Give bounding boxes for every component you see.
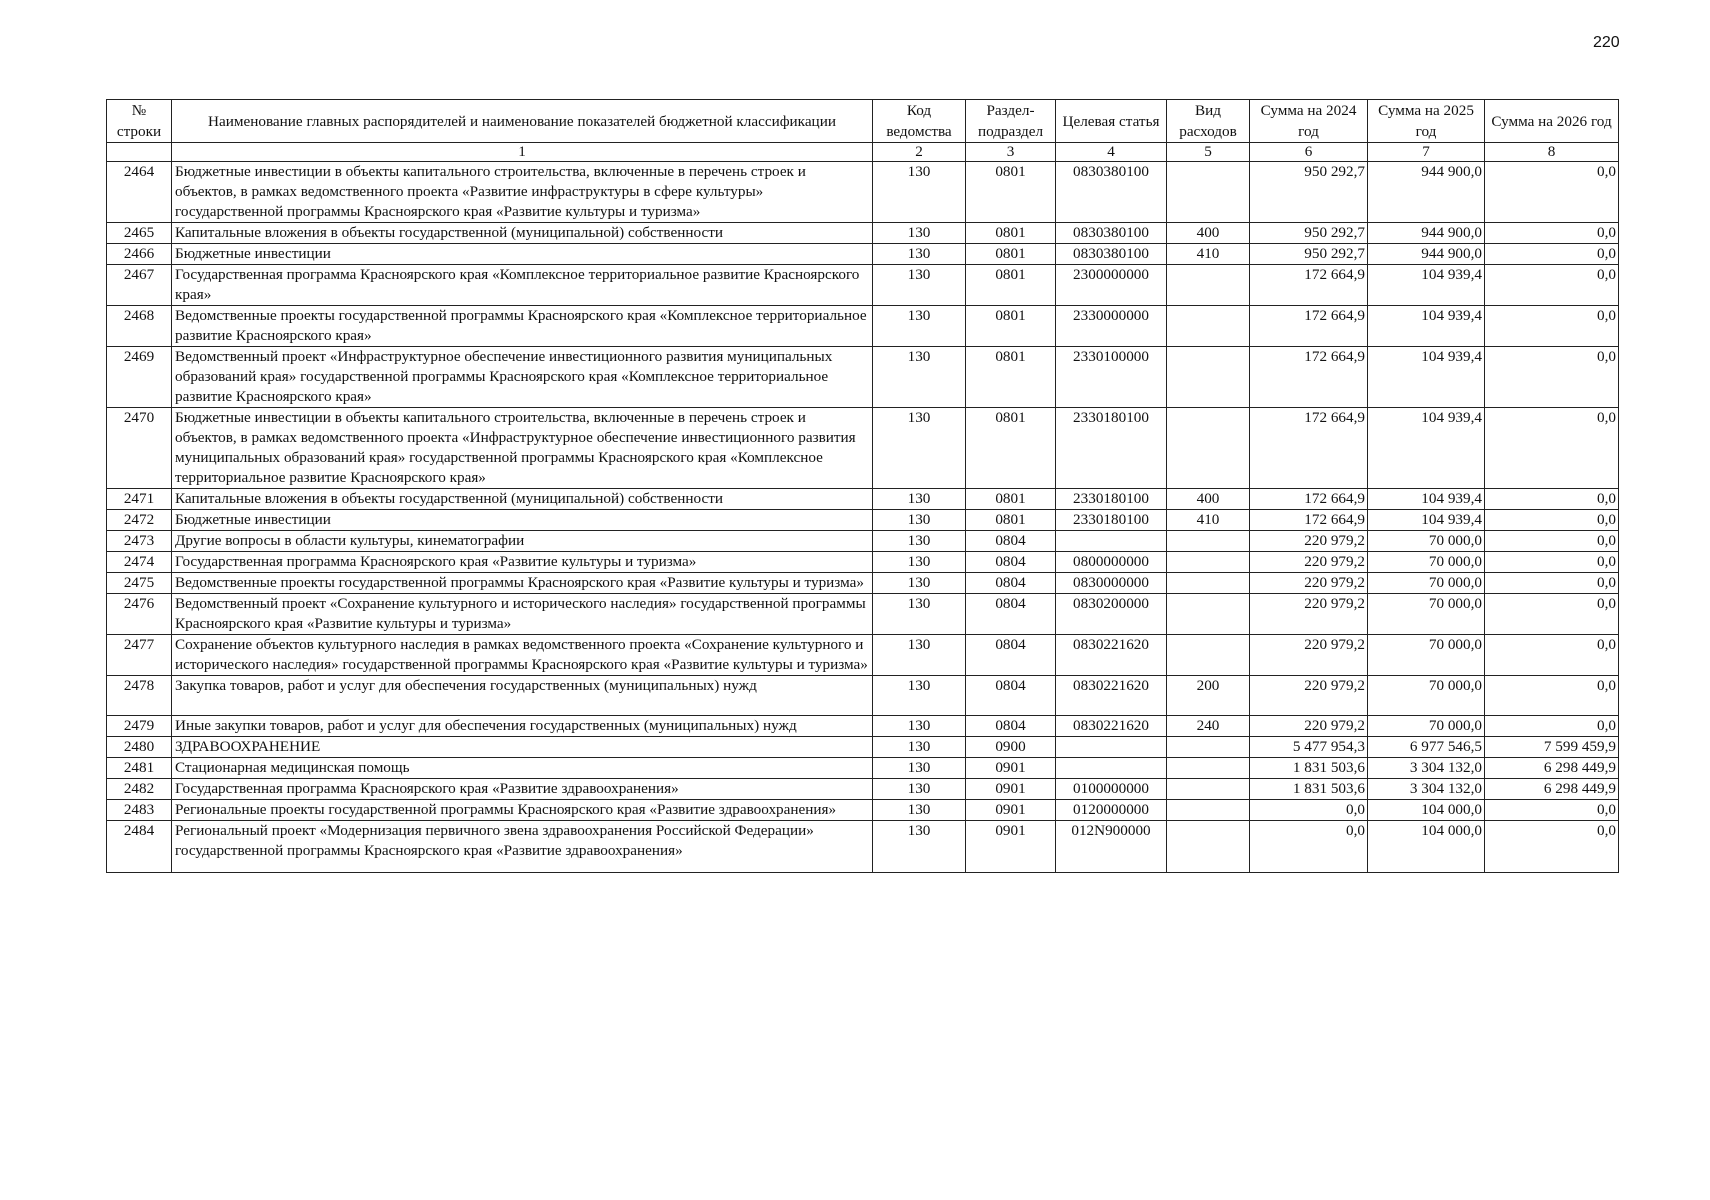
sum-2024-cell: 5 477 954,3 bbox=[1250, 737, 1368, 758]
target-article-cell: 0830380100 bbox=[1056, 244, 1167, 265]
expense-type-cell: 410 bbox=[1167, 510, 1250, 531]
table-row bbox=[107, 244, 1619, 265]
target-article-cell: 2330180100 bbox=[1056, 510, 1167, 531]
section-cell: 0901 bbox=[966, 779, 1056, 800]
sum-2026-cell: 0,0 bbox=[1485, 635, 1619, 676]
row-name-cell: Государственная программа Красноярского края «Развитие культуры и туризма» bbox=[172, 552, 873, 573]
section-cell: 0801 bbox=[966, 265, 1056, 306]
expense-type-cell: 400 bbox=[1167, 223, 1250, 244]
sum-2025-cell: 104 000,0 bbox=[1368, 800, 1485, 821]
row-name-cell: Капитальные вложения в объекты государственной (муниципальной) собственности bbox=[172, 223, 873, 244]
department-code-cell: 130 bbox=[873, 162, 966, 223]
column-index bbox=[107, 143, 172, 162]
department-code-cell: 130 bbox=[873, 223, 966, 244]
expense-type-cell bbox=[1167, 347, 1250, 408]
table-row bbox=[107, 821, 1619, 873]
department-code-cell: 130 bbox=[873, 510, 966, 531]
sum-2025-cell: 104 939,4 bbox=[1368, 265, 1485, 306]
row-number-cell: 2481 bbox=[107, 758, 172, 779]
row-number-cell: 2473 bbox=[107, 531, 172, 552]
row-number-cell: 2476 bbox=[107, 594, 172, 635]
sum-2026-cell: 0,0 bbox=[1485, 594, 1619, 635]
department-code-cell: 130 bbox=[873, 821, 966, 873]
sum-2026-cell: 6 298 449,9 bbox=[1485, 758, 1619, 779]
row-number-cell: 2479 bbox=[107, 716, 172, 737]
row-name-cell: Региональные проекты государственной программы Красноярского края «Развитие здравоохранения» bbox=[172, 800, 873, 821]
target-article-cell: 0800000000 bbox=[1056, 552, 1167, 573]
table-row bbox=[107, 489, 1619, 510]
budget-table bbox=[106, 99, 1619, 873]
sum-2024-cell: 172 664,9 bbox=[1250, 265, 1368, 306]
expense-type-cell: 240 bbox=[1167, 716, 1250, 737]
sum-2024-cell: 950 292,7 bbox=[1250, 244, 1368, 265]
row-name-cell: Бюджетные инвестиции в объекты капитального строительства, включенные в перечень строек и объектов, в рамках ведомственного проекта «Инфраструктурное обеспечение инвестиционного развития муниципальных образований края» государственной программы Красноярского края «Комплексное территориальное развитие Красноярского края» bbox=[172, 408, 873, 489]
row-number-cell: 2472 bbox=[107, 510, 172, 531]
target-article-cell: 2330100000 bbox=[1056, 347, 1167, 408]
expense-type-cell bbox=[1167, 531, 1250, 552]
section-cell: 0804 bbox=[966, 573, 1056, 594]
page-number: 220 bbox=[1593, 34, 1620, 51]
sum-2024-cell: 220 979,2 bbox=[1250, 676, 1368, 716]
sum-2024-cell: 172 664,9 bbox=[1250, 510, 1368, 531]
department-code-cell: 130 bbox=[873, 408, 966, 489]
row-number-cell: 2469 bbox=[107, 347, 172, 408]
sum-2025-cell: 104 000,0 bbox=[1368, 821, 1485, 873]
table-row bbox=[107, 510, 1619, 531]
expense-type-cell: 400 bbox=[1167, 489, 1250, 510]
section-cell: 0804 bbox=[966, 552, 1056, 573]
expense-type-cell bbox=[1167, 265, 1250, 306]
row-number-cell: 2484 bbox=[107, 821, 172, 873]
sum-2026-cell: 7 599 459,9 bbox=[1485, 737, 1619, 758]
target-article-cell: 0830221620 bbox=[1056, 635, 1167, 676]
department-code-cell: 130 bbox=[873, 758, 966, 779]
sum-2026-cell: 0,0 bbox=[1485, 573, 1619, 594]
sum-2025-cell: 70 000,0 bbox=[1368, 594, 1485, 635]
row-number-cell: 2483 bbox=[107, 800, 172, 821]
section-cell: 0801 bbox=[966, 162, 1056, 223]
table-row bbox=[107, 594, 1619, 635]
sum-2025-cell: 70 000,0 bbox=[1368, 716, 1485, 737]
department-code-cell: 130 bbox=[873, 716, 966, 737]
expense-type-cell bbox=[1167, 779, 1250, 800]
header-sum-2025: Сумма на 2025 год bbox=[1368, 100, 1485, 143]
sum-2024-cell: 172 664,9 bbox=[1250, 408, 1368, 489]
section-cell: 0804 bbox=[966, 676, 1056, 716]
row-number-cell: 2474 bbox=[107, 552, 172, 573]
table-row bbox=[107, 758, 1619, 779]
department-code-cell: 130 bbox=[873, 489, 966, 510]
column-index: 1 bbox=[172, 143, 873, 162]
target-article-cell: 0830221620 bbox=[1056, 676, 1167, 716]
row-name-cell: Региональный проект «Модернизация первичного звена здравоохранения Российской Федерации» государственной программы Красноярского края «Развитие здравоохранения» bbox=[172, 821, 873, 873]
expense-type-cell bbox=[1167, 800, 1250, 821]
expense-type-cell: 200 bbox=[1167, 676, 1250, 716]
section-cell: 0901 bbox=[966, 800, 1056, 821]
target-article-cell: 0100000000 bbox=[1056, 779, 1167, 800]
sum-2024-cell: 172 664,9 bbox=[1250, 489, 1368, 510]
table-row bbox=[107, 347, 1619, 408]
sum-2026-cell: 0,0 bbox=[1485, 800, 1619, 821]
section-cell: 0901 bbox=[966, 758, 1056, 779]
row-number-cell: 2470 bbox=[107, 408, 172, 489]
department-code-cell: 130 bbox=[873, 531, 966, 552]
sum-2024-cell: 950 292,7 bbox=[1250, 162, 1368, 223]
sum-2025-cell: 944 900,0 bbox=[1368, 162, 1485, 223]
section-cell: 0801 bbox=[966, 306, 1056, 347]
sum-2026-cell: 0,0 bbox=[1485, 510, 1619, 531]
section-cell: 0801 bbox=[966, 244, 1056, 265]
row-number-cell: 2477 bbox=[107, 635, 172, 676]
row-name-cell: Ведомственный проект «Сохранение культурного и исторического наследия» государственной программы Красноярского края «Развитие культуры и туризма» bbox=[172, 594, 873, 635]
section-cell: 0901 bbox=[966, 821, 1056, 873]
column-index: 5 bbox=[1167, 143, 1250, 162]
department-code-cell: 130 bbox=[873, 800, 966, 821]
row-number-cell: 2466 bbox=[107, 244, 172, 265]
table-row bbox=[107, 162, 1619, 223]
row-number-cell: 2482 bbox=[107, 779, 172, 800]
expense-type-cell bbox=[1167, 573, 1250, 594]
table-row bbox=[107, 573, 1619, 594]
header-sum-2024: Сумма на 2024 год bbox=[1250, 100, 1368, 143]
table-row bbox=[107, 676, 1619, 716]
sum-2026-cell: 0,0 bbox=[1485, 265, 1619, 306]
header-target-article: Целевая статья bbox=[1056, 100, 1167, 143]
target-article-cell bbox=[1056, 758, 1167, 779]
expense-type-cell bbox=[1167, 162, 1250, 223]
sum-2025-cell: 944 900,0 bbox=[1368, 223, 1485, 244]
table-row bbox=[107, 635, 1619, 676]
sum-2024-cell: 1 831 503,6 bbox=[1250, 758, 1368, 779]
sum-2025-cell: 104 939,4 bbox=[1368, 408, 1485, 489]
row-name-cell: Государственная программа Красноярского края «Развитие здравоохранения» bbox=[172, 779, 873, 800]
expense-type-cell bbox=[1167, 821, 1250, 873]
sum-2026-cell: 0,0 bbox=[1485, 162, 1619, 223]
sum-2024-cell: 172 664,9 bbox=[1250, 306, 1368, 347]
row-name-cell: Ведомственные проекты государственной программы Красноярского края «Развитие культуры и туризма» bbox=[172, 573, 873, 594]
target-article-cell: 0830200000 bbox=[1056, 594, 1167, 635]
table-row bbox=[107, 716, 1619, 737]
row-name-cell: Бюджетные инвестиции bbox=[172, 244, 873, 265]
sum-2026-cell: 0,0 bbox=[1485, 408, 1619, 489]
row-name-cell: Иные закупки товаров, работ и услуг для обеспечения государственных (муниципальных) нужд bbox=[172, 716, 873, 737]
section-cell: 0801 bbox=[966, 510, 1056, 531]
department-code-cell: 130 bbox=[873, 594, 966, 635]
table-row bbox=[107, 737, 1619, 758]
sum-2024-cell: 0,0 bbox=[1250, 800, 1368, 821]
sum-2026-cell: 0,0 bbox=[1485, 489, 1619, 510]
expense-type-cell bbox=[1167, 758, 1250, 779]
target-article-cell: 0830380100 bbox=[1056, 162, 1167, 223]
target-article-cell: 0830380100 bbox=[1056, 223, 1167, 244]
row-name-cell: Стационарная медицинская помощь bbox=[172, 758, 873, 779]
target-article-cell: 0830221620 bbox=[1056, 716, 1167, 737]
table-row bbox=[107, 779, 1619, 800]
department-code-cell: 130 bbox=[873, 265, 966, 306]
column-index: 7 bbox=[1368, 143, 1485, 162]
header-department-code: Код ведомства bbox=[873, 100, 966, 143]
row-number-cell: 2480 bbox=[107, 737, 172, 758]
row-number-cell: 2475 bbox=[107, 573, 172, 594]
row-name-cell: Бюджетные инвестиции bbox=[172, 510, 873, 531]
sum-2025-cell: 104 939,4 bbox=[1368, 347, 1485, 408]
column-index: 6 bbox=[1250, 143, 1368, 162]
sum-2024-cell: 220 979,2 bbox=[1250, 594, 1368, 635]
expense-type-cell bbox=[1167, 408, 1250, 489]
department-code-cell: 130 bbox=[873, 676, 966, 716]
sum-2026-cell: 0,0 bbox=[1485, 676, 1619, 716]
target-article-cell bbox=[1056, 737, 1167, 758]
expense-type-cell: 410 bbox=[1167, 244, 1250, 265]
sum-2025-cell: 70 000,0 bbox=[1368, 573, 1485, 594]
header-section: Раздел-подраздел bbox=[966, 100, 1056, 143]
sum-2026-cell: 0,0 bbox=[1485, 223, 1619, 244]
target-article-cell: 0120000000 bbox=[1056, 800, 1167, 821]
sum-2025-cell: 70 000,0 bbox=[1368, 676, 1485, 716]
department-code-cell: 130 bbox=[873, 347, 966, 408]
target-article-cell: 0830000000 bbox=[1056, 573, 1167, 594]
section-cell: 0804 bbox=[966, 531, 1056, 552]
sum-2025-cell: 944 900,0 bbox=[1368, 244, 1485, 265]
table-row bbox=[107, 552, 1619, 573]
table-row bbox=[107, 800, 1619, 821]
table-row bbox=[107, 306, 1619, 347]
sum-2024-cell: 0,0 bbox=[1250, 821, 1368, 873]
section-cell: 0801 bbox=[966, 223, 1056, 244]
row-number-cell: 2471 bbox=[107, 489, 172, 510]
department-code-cell: 130 bbox=[873, 737, 966, 758]
section-cell: 0801 bbox=[966, 347, 1056, 408]
section-cell: 0804 bbox=[966, 716, 1056, 737]
expense-type-cell bbox=[1167, 306, 1250, 347]
row-name-cell: Капитальные вложения в объекты государственной (муниципальной) собственности bbox=[172, 489, 873, 510]
table-row bbox=[107, 408, 1619, 489]
target-article-cell: 2300000000 bbox=[1056, 265, 1167, 306]
table-row bbox=[107, 531, 1619, 552]
row-name-cell: Сохранение объектов культурного наследия в рамках ведомственного проекта «Сохранение культурного и исторического наследия» государственной программы Красноярского края «Развитие культуры и туризма» bbox=[172, 635, 873, 676]
header-name: Наименование главных распорядителей и наименование показателей бюджетной классификации bbox=[172, 100, 873, 143]
sum-2025-cell: 3 304 132,0 bbox=[1368, 758, 1485, 779]
sum-2024-cell: 950 292,7 bbox=[1250, 223, 1368, 244]
row-name-cell: Бюджетные инвестиции в объекты капитального строительства, включенные в перечень строек и объектов, в рамках ведомственного проекта «Развитие инфраструктуры в сфере культуры» государственной программы Красноярского края «Развитие культуры и туризма» bbox=[172, 162, 873, 223]
row-name-cell: Ведомственный проект «Инфраструктурное обеспечение инвестиционного развития муниципальных образований края» государственной программы Красноярского края «Комплексное территориальное развитие Красноярского края» bbox=[172, 347, 873, 408]
department-code-cell: 130 bbox=[873, 635, 966, 676]
sum-2025-cell: 104 939,4 bbox=[1368, 306, 1485, 347]
target-article-cell: 2330000000 bbox=[1056, 306, 1167, 347]
department-code-cell: 130 bbox=[873, 552, 966, 573]
sum-2024-cell: 220 979,2 bbox=[1250, 573, 1368, 594]
expense-type-cell bbox=[1167, 552, 1250, 573]
row-name-cell: Другие вопросы в области культуры, кинематографии bbox=[172, 531, 873, 552]
sum-2024-cell: 220 979,2 bbox=[1250, 552, 1368, 573]
row-name-cell: Закупка товаров, работ и услуг для обеспечения государственных (муниципальных) нужд bbox=[172, 676, 873, 716]
sum-2025-cell: 70 000,0 bbox=[1368, 635, 1485, 676]
row-name-cell: Ведомственные проекты государственной программы Красноярского края «Комплексное территориальное развитие Красноярского края» bbox=[172, 306, 873, 347]
row-number-cell: 2478 bbox=[107, 676, 172, 716]
column-index: 8 bbox=[1485, 143, 1619, 162]
sum-2026-cell: 6 298 449,9 bbox=[1485, 779, 1619, 800]
row-number-cell: 2467 bbox=[107, 265, 172, 306]
expense-type-cell bbox=[1167, 737, 1250, 758]
expense-type-cell bbox=[1167, 635, 1250, 676]
table-row bbox=[107, 265, 1619, 306]
sum-2026-cell: 0,0 bbox=[1485, 244, 1619, 265]
sum-2026-cell: 0,0 bbox=[1485, 531, 1619, 552]
row-name-cell: Государственная программа Красноярского края «Комплексное территориальное развитие Красноярского края» bbox=[172, 265, 873, 306]
target-article-cell: 2330180100 bbox=[1056, 489, 1167, 510]
sum-2024-cell: 220 979,2 bbox=[1250, 635, 1368, 676]
column-index: 2 bbox=[873, 143, 966, 162]
sum-2024-cell: 220 979,2 bbox=[1250, 531, 1368, 552]
expense-type-cell bbox=[1167, 594, 1250, 635]
row-number-cell: 2465 bbox=[107, 223, 172, 244]
sum-2024-cell: 220 979,2 bbox=[1250, 716, 1368, 737]
sum-2025-cell: 70 000,0 bbox=[1368, 552, 1485, 573]
sum-2024-cell: 172 664,9 bbox=[1250, 347, 1368, 408]
target-article-cell: 012N900000 bbox=[1056, 821, 1167, 873]
sum-2025-cell: 70 000,0 bbox=[1368, 531, 1485, 552]
department-code-cell: 130 bbox=[873, 306, 966, 347]
sum-2025-cell: 104 939,4 bbox=[1368, 510, 1485, 531]
sum-2025-cell: 104 939,4 bbox=[1368, 489, 1485, 510]
department-code-cell: 130 bbox=[873, 573, 966, 594]
row-number-cell: 2464 bbox=[107, 162, 172, 223]
column-index: 3 bbox=[966, 143, 1056, 162]
sum-2025-cell: 6 977 546,5 bbox=[1368, 737, 1485, 758]
row-name-cell: ЗДРАВООХРАНЕНИЕ bbox=[172, 737, 873, 758]
sum-2026-cell: 0,0 bbox=[1485, 306, 1619, 347]
sum-2024-cell: 1 831 503,6 bbox=[1250, 779, 1368, 800]
department-code-cell: 130 bbox=[873, 244, 966, 265]
section-cell: 0900 bbox=[966, 737, 1056, 758]
section-cell: 0804 bbox=[966, 594, 1056, 635]
sum-2026-cell: 0,0 bbox=[1485, 552, 1619, 573]
table-row bbox=[107, 223, 1619, 244]
column-index: 4 bbox=[1056, 143, 1167, 162]
sum-2026-cell: 0,0 bbox=[1485, 716, 1619, 737]
header-row bbox=[107, 100, 1619, 143]
table-body bbox=[107, 162, 1619, 873]
sum-2025-cell: 3 304 132,0 bbox=[1368, 779, 1485, 800]
row-number-cell: 2468 bbox=[107, 306, 172, 347]
header-expense-type: Вид расходов bbox=[1167, 100, 1250, 143]
target-article-cell: 2330180100 bbox=[1056, 408, 1167, 489]
department-code-cell: 130 bbox=[873, 779, 966, 800]
target-article-cell bbox=[1056, 531, 1167, 552]
sum-2026-cell: 0,0 bbox=[1485, 821, 1619, 873]
sum-2026-cell: 0,0 bbox=[1485, 347, 1619, 408]
header-sum-2026: Сумма на 2026 год bbox=[1485, 100, 1619, 143]
section-cell: 0804 bbox=[966, 635, 1056, 676]
column-index-row bbox=[107, 143, 1619, 162]
section-cell: 0801 bbox=[966, 489, 1056, 510]
section-cell: 0801 bbox=[966, 408, 1056, 489]
header-row-number: № строки bbox=[107, 100, 172, 143]
